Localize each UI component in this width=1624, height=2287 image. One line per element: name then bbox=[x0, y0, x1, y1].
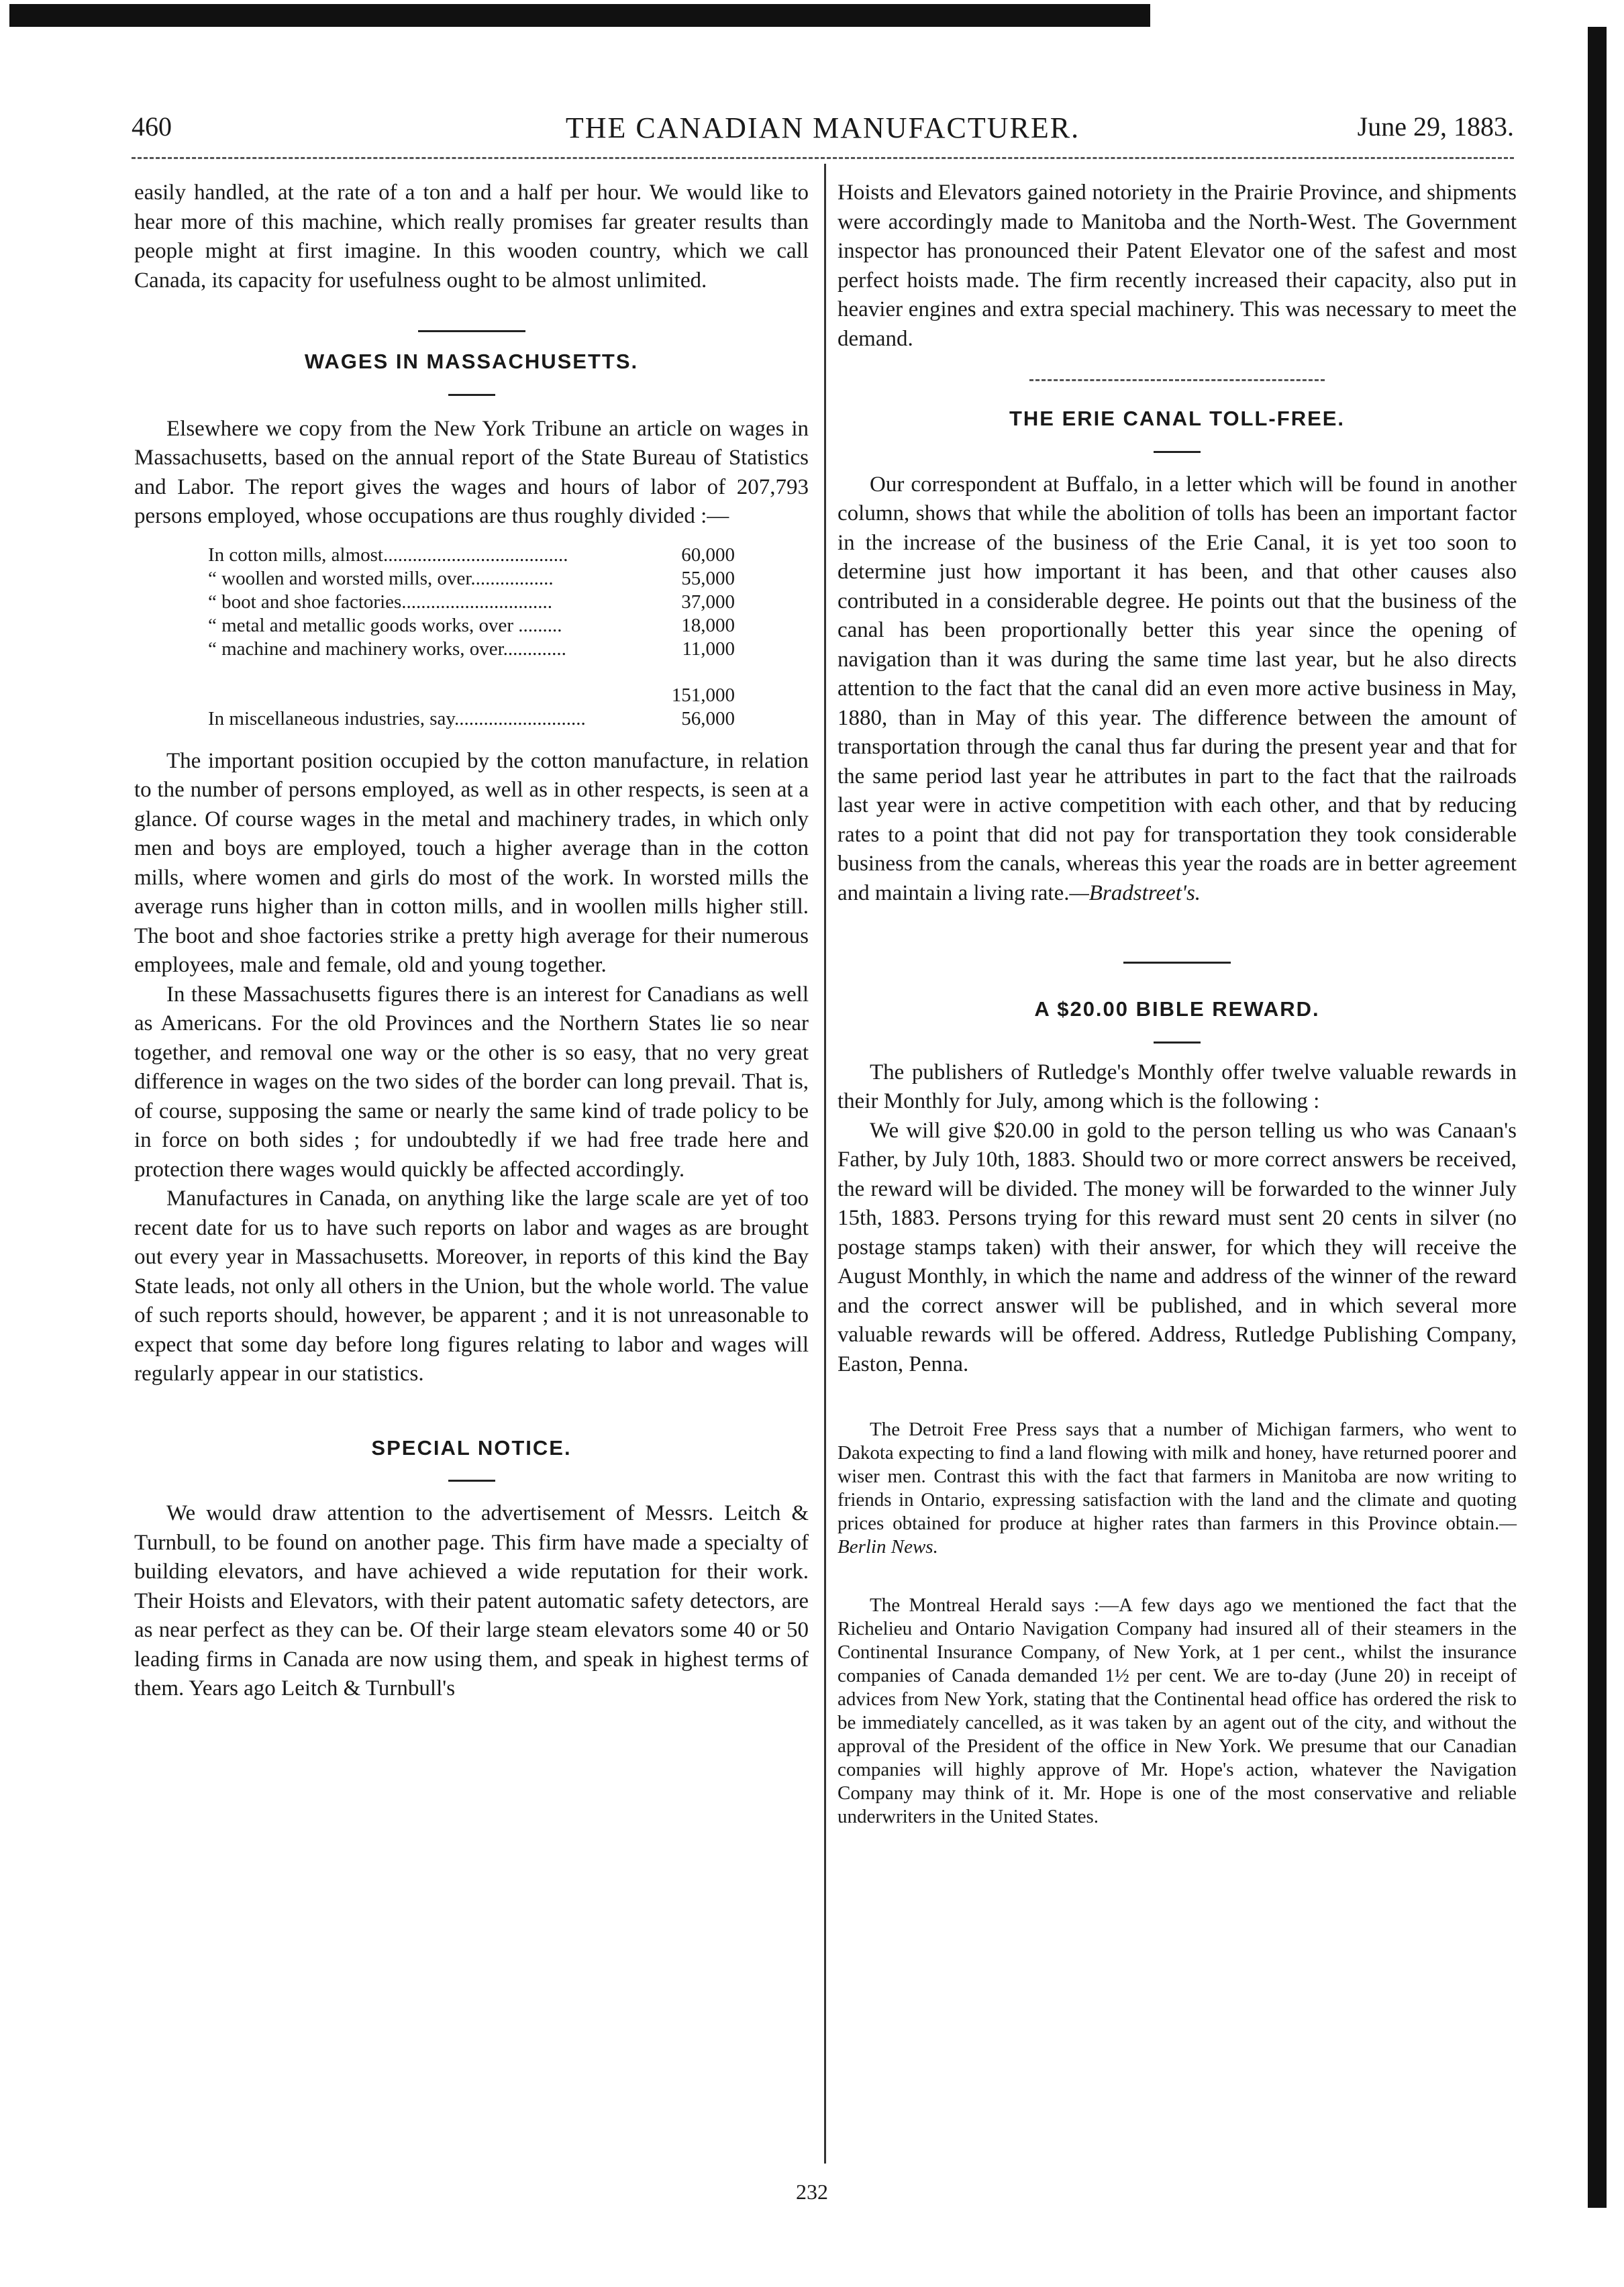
erie-source: —Bradstreet's. bbox=[1069, 880, 1201, 905]
montreal-paragraph: The Montreal Herald says :—A few days ago we mentioned the fact that the Richelieu and Ontario Navigation Company had insured all of their steamers in the Continental Insurance Company, of New York, at 1 per cent., whilst the insurance companies of Canada demanded 1½ per cent. We are to-day (June 20) in receipt of advices from New York, stating that the Continental head office has ordered the risk to be immediately cancelled, as it was taken by an agent out of the city, and without the approval of the President of the office in New York. We presume that our Canadian companies will highly approve of Mr. Hope's action, whatever the Navigation Company may think of it. Mr. Hope is one of the most conservative and reliable underwriters in the United States. bbox=[838, 1594, 1517, 1827]
issue-date: June 29, 1883. bbox=[1357, 111, 1514, 142]
notice-paragraph: We would draw attention to the advertisement of Messrs. Leitch & Turnbull, to be found on another page. This firm have made a specialty of building elevators, and have achieved a wide reputation for their work. Their Hoists and Elevators, with their patent automatic safety detectors, are as near perfect as they can be. Of their large steam elevators some 40 or 50 leading firms in Canada are now using them, and speak in highest terms of them. Years ago Leitch & Turnbull's bbox=[134, 1501, 809, 1700]
detroit-paragraph: The Detroit Free Press says that a number of Michigan farmers, who went to Dakota expecting to find a land flowing with milk and honey, have returned poorer and wiser men. Contrast this with the fact that farmers in Manitoba are now writing to friends in Ontario, expressing satisfaction with the land and the climate and quoting prices obtained for produce at higher rates than farmers in this Province obtain.—Berlin News. bbox=[838, 1419, 1517, 1558]
employment-table bbox=[134, 544, 809, 731]
table-row: “ boot and shoe factories............................... 37,000 bbox=[208, 591, 735, 613]
wages-paragraph-1: Elsewhere we copy from the New York Tribune an article on wages in Massachusetts, based on the annual report of the State Bureau of Statistics and Labor. The report gives the wages and hours of labor of 207,793 persons employed, whose occupations are thus roughly divided :— bbox=[134, 416, 809, 528]
notice-heading: SPECIAL NOTICE. bbox=[371, 1435, 572, 1460]
top-scan-bar bbox=[9, 4, 1150, 27]
table-row: “ machine and machinery works, over............. 11,000 bbox=[208, 638, 735, 660]
right-column bbox=[838, 179, 1517, 1829]
bible-paragraph-1: The publishers of Rutledge's Monthly offer twelve valuable rewards in their Monthly for July, among which is the following : bbox=[838, 1060, 1517, 1113]
wages-paragraph-4: Manufactures in Canada, on anything like the large scale are yet of too recent date for us to have such reports on labor and wages as are brought out every year in Massachusetts. Moreover, in reports of this kind the Bay State leads, not only all others in the Union, but the whole world. The value of such reports should, however, be apparent ; and it is not unreasonable to expect that some day before long figures relating to labor and wages will regularly appear in our statistics. bbox=[134, 1186, 809, 1386]
table-row: In miscellaneous industries, say........................... 56,000 bbox=[208, 707, 735, 729]
table-row: “ woollen and worsted mills, over................. 55,000 bbox=[208, 567, 735, 589]
continued-paragraph: Hoists and Elevators gained notoriety in the Prairie Province, and shipments were accordingly made to Manitoba and the North-West. The Government inspector has pronounced their Patent Elevator one of the safest and most perfect hoists made. The firm recently increased their capacity, also put in heavier engines and extra special machinery. This was necessary to meet the demand. bbox=[838, 181, 1517, 351]
erie-heading: THE ERIE CANAL TOLL-FREE. bbox=[1009, 407, 1346, 430]
wages-paragraph-2: The important position occupied by the cotton manufacture, in relation to the number of persons employed, as well as in other respects, is seen at a glance. Of course wages in the metal and machinery trades, in which only men and boys are employed, touch a higher average than in the cotton mills, where women and girls do most of the work. In worsted mills the average runs higher than in cotton mills, and in woollen mills higher still. The boot and shoe factories strike a pretty high average for their numerous employees, male and female, old and young together. bbox=[134, 748, 809, 977]
left-column bbox=[134, 179, 809, 1704]
bible-paragraph-2: We will give $20.00 in gold to the person telling us who was Canaan's Father, by July 10th, 1883. Should two or more correct answers be received, the reward will be divided. The money will be forwarded to the winner July 15th, 1883. Persons trying for this reward must sent 20 cents in silver (no postage stamps taken) with their answer, for which they will receive the August Monthly, in which the name and address of the winner of the reward and the correct answer will be published, and in which several more valuable rewards will be offered. Address, Rutledge Publishing Company, Easton, Penna. bbox=[838, 1118, 1517, 1376]
detroit-source: —Berlin News. bbox=[838, 1513, 1517, 1558]
table-row: “ metal and metallic goods works, over ......... 18,000 bbox=[208, 614, 735, 636]
table-total: 151,000 bbox=[671, 684, 735, 706]
right-scan-bar bbox=[1588, 27, 1607, 2208]
intro-paragraph: easily handled, at the rate of a ton and a half per hour. We would like to hear more of this machine, which really promises far greater results than people might at first imagine. In this wooden country, which we call Canada, its capacity for usefulness ought to be almost unlimited. bbox=[134, 181, 809, 293]
bible-heading: A $20.00 BIBLE REWARD. bbox=[1034, 997, 1320, 1021]
erie-paragraph: Our correspondent at Buffalo, in a letter which will be found in another column, shows that while the abolition of tolls has been an important factor in the increase of the business of the Erie Canal, it is yet too soon to determine just how important it has been, and that other causes also contributed in a considerable degree. He points out that the business of the canal has been proportionally better this year since the opening of navigation than it was during the same time last year, but he also directs attention to the fact that the canal did an even more active business in May, 1880, than in May of this year. The difference between the amount of transportation through the canal thus far during the present year and that for the same period last year he attributes in part to the fact that the railroads last year were in active competition with each other, and that by reducing rates to a point that did not pay for transportation they took considerable business from the canals, whereas this year the roads are in better agreement and maintain a living rate.—Bradstreet's. bbox=[838, 472, 1517, 905]
table-row: In cotton mills, almost...................................... 60,000 bbox=[208, 544, 735, 566]
column-divider bbox=[824, 164, 826, 2164]
header-rule bbox=[132, 157, 1514, 159]
wages-paragraph-3: In these Massachusetts figures there is an interest for Canadians as well as Americans. For the old Provinces and the Northern States lie so near together, and removal one way or the other is so easy, that no very great difference in wages on the two sides of the border can long prevail. That is, of course, supposing the same or nearly the same kind of trade policy to be in force on both sides ; for undoubtedly if we had free trade here and protection there wages would quickly be affected accordingly. bbox=[134, 982, 809, 1182]
page-title: THE CANADIAN MANUFACTURER. bbox=[565, 111, 1080, 144]
footer-page-number: 232 bbox=[796, 2180, 828, 2204]
page-header bbox=[132, 111, 1514, 151]
wages-heading: WAGES IN MASSACHUSETTS. bbox=[304, 350, 639, 373]
page-number: 460 bbox=[132, 111, 172, 142]
